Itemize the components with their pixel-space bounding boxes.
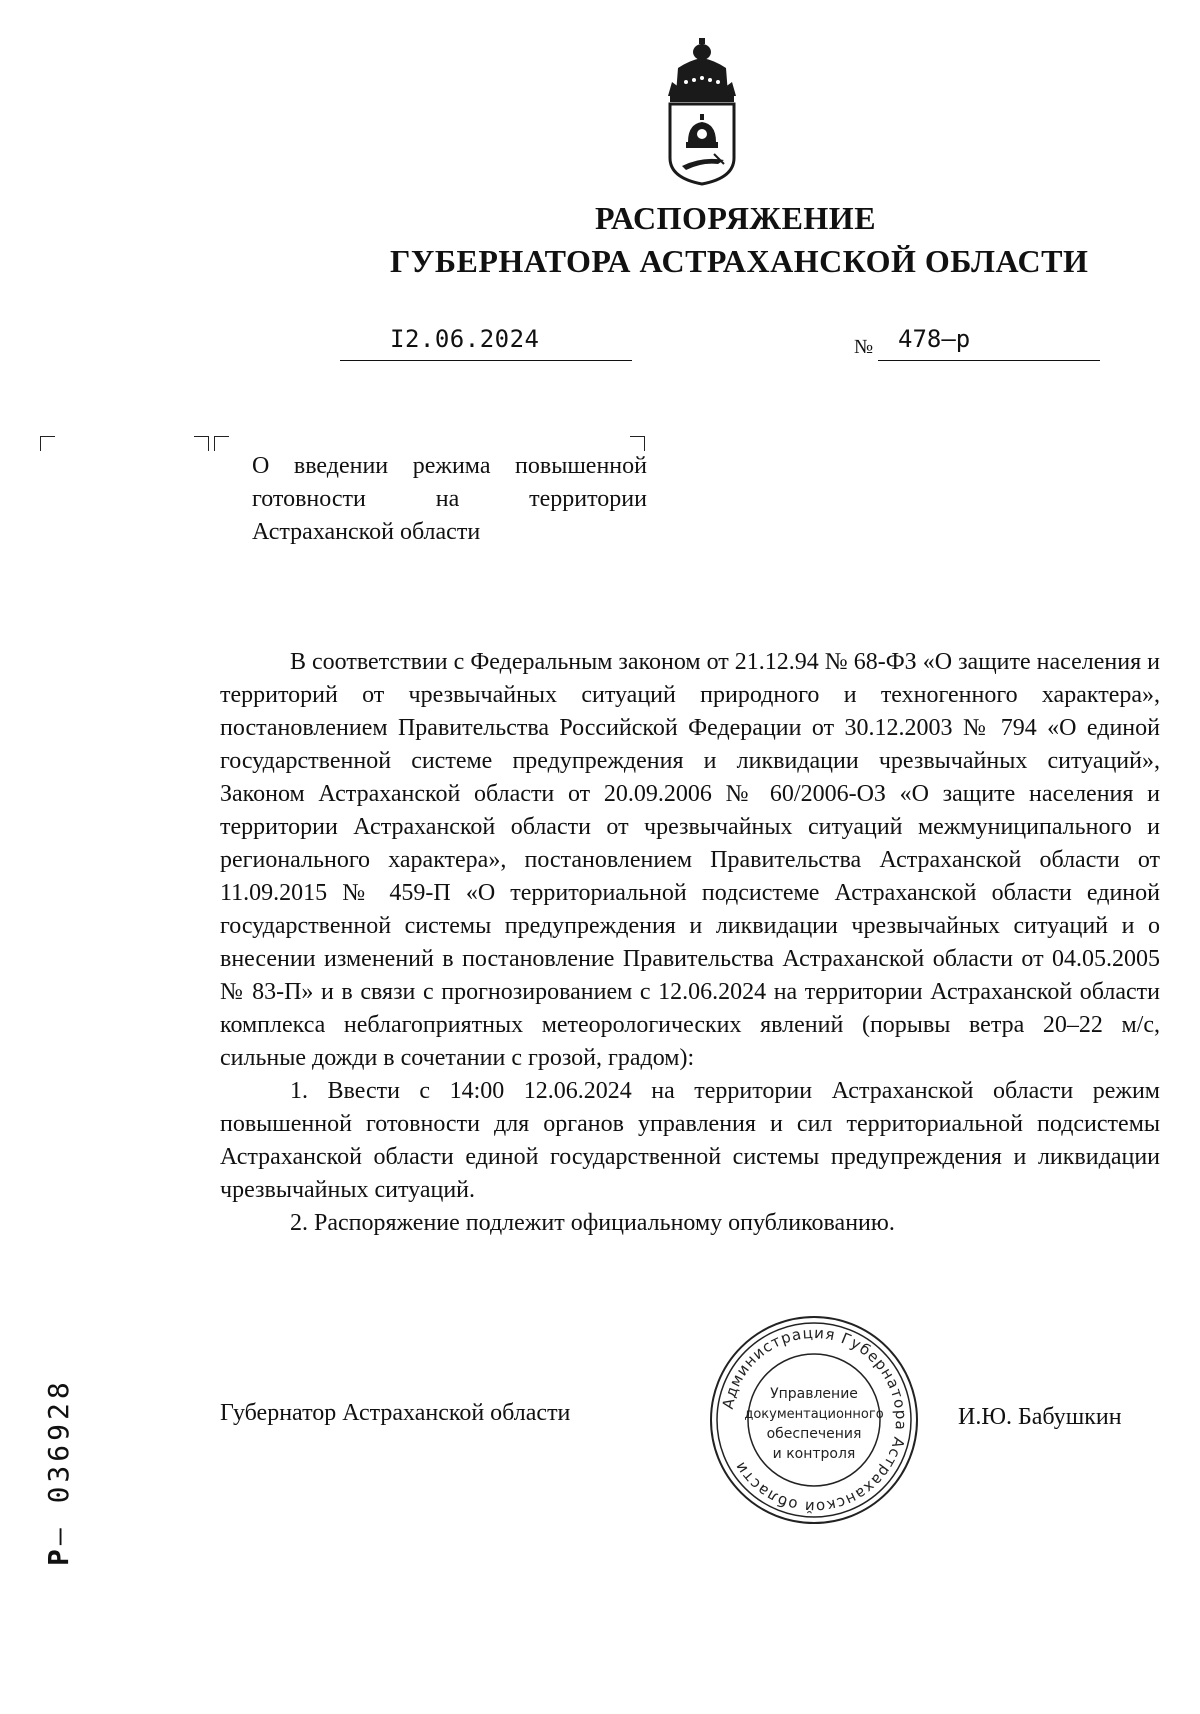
body-preamble: В соответствии с Федеральным законом от 21.12.94 № 68-ФЗ «О защите населения и территорий от чрезвычайных ситуаций природного и техногенного характера», постановлением Правительства Российской Федерации от 30.12.2003 № 794 «О единой государственной системе предупреждения и ликвидации чрезвычайных ситуаций», Законом Астраханской области от 20.09.2006 № 60/2006-ОЗ «О защите населения и территории Астраханской области от чрезвычайных ситуаций межмуниципального и регионального характера», постановлением Правительства Астраханской области от 11.09.2015 № 459-П «О территориальной подсистеме Астраханской области единой государственной системы предупреждения и ликвидации чрезвычайных ситуаций и о внесении изменений в постановление Правительства Астраханской области от 04.05.2005 № 83-П» и в связи с прогнозированием с 12.06.2024 на территории Астраханской области комплекса неблагоприятных метеорологических явлений (порывы ветра 20–22 м/с, сильные дожди в сочетании с грозой, градом): xyxy=(220,649,1160,1071)
signatory-name: И.Ю. Бабушкин xyxy=(958,1404,1122,1430)
stamp-ring-text: Администрация Губернатора Астраханской области xyxy=(718,1323,911,1517)
stamp-center-line-4: и контроля xyxy=(772,1446,856,1462)
body-item-1: 1. Ввести с 14:00 12.06.2024 на территории Астраханской области режим повышенной готовности для органов управления и сил территориальной подсистемы Астраханской области единой государственной системы предупреждения и ликвидации чрезвычайных ситуаций. xyxy=(220,1078,1160,1203)
document-title-line-1: РАСПОРЯЖЕНИЕ xyxy=(595,200,877,236)
form-serial-number xyxy=(42,1366,75,1566)
signatory-position: Губернатор Астраханской области xyxy=(220,1400,571,1426)
number-field xyxy=(878,325,1100,361)
address-corner-mark-left xyxy=(40,436,55,451)
document-body xyxy=(220,646,1160,1240)
document-title-line-2: ГУБЕРНАТОРА АСТРАХАНСКОЙ ОБЛАСТИ xyxy=(390,243,1089,279)
document-number: 478–р xyxy=(898,325,971,353)
document-subject: О введении режима повышенной готовности на территории Астраханской области xyxy=(252,453,647,545)
subject-corner-mark-left-outer xyxy=(194,436,209,451)
stamp-center-line-1: Управление xyxy=(770,1386,858,1402)
subject-corner-mark-left-inner xyxy=(214,436,229,451)
coat-of-arms-icon xyxy=(662,38,742,188)
number-sign: № xyxy=(854,336,874,358)
document-date: I2.06.2024 xyxy=(390,325,540,353)
serial-prefix: Р xyxy=(42,1545,75,1566)
serial-number: – 036928 xyxy=(42,1378,75,1546)
body-item-2: 2. Распоряжение подлежит официальному опубликованию. xyxy=(290,1210,895,1236)
date-field xyxy=(340,325,632,361)
subject-corner-mark-right xyxy=(630,436,645,451)
official-stamp xyxy=(708,1314,920,1526)
stamp-center-line-3: обеспечения xyxy=(766,1426,862,1442)
stamp-center-line-2: документационного xyxy=(744,1407,884,1422)
